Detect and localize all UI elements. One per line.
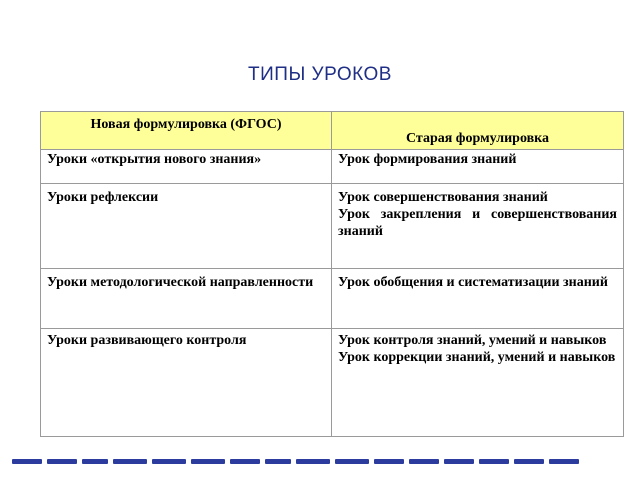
dash-segment — [82, 459, 108, 464]
old-cell-3 — [332, 269, 624, 329]
dash-segment — [549, 459, 579, 464]
table-row — [41, 329, 624, 437]
table-row — [41, 150, 624, 184]
lesson-types-table — [40, 111, 624, 437]
dash-segment — [444, 459, 474, 464]
new-cell-2: Уроки рефлексии — [41, 184, 332, 269]
new-cell-1: Уроки «открытия нового знания» — [41, 150, 332, 184]
table-row — [41, 184, 624, 269]
table-header-row — [41, 112, 624, 150]
header-new-formulation: Новая формулировка (ФГОС) — [41, 112, 332, 150]
dash-segment — [296, 459, 330, 464]
old-cell-4 — [332, 329, 624, 437]
decorative-dash-bar — [12, 459, 588, 467]
dash-segment — [374, 459, 404, 464]
old-item: Урок формирования знаний — [338, 152, 517, 167]
dash-segment — [335, 459, 369, 464]
old-cell-2 — [332, 184, 624, 269]
dash-segment — [12, 459, 42, 464]
dash-segment — [514, 459, 544, 464]
old-item: Урок контроля знаний, умений и навыков — [338, 333, 607, 348]
table-row — [41, 269, 624, 329]
old-item: Урок совершенствования знаний — [338, 190, 548, 205]
old-item: Урок закрепления и совершенствования знаний — [338, 207, 617, 239]
header-old-formulation: Старая формулировка — [332, 112, 624, 150]
dash-segment — [409, 459, 439, 464]
dash-segment — [479, 459, 509, 464]
dash-segment — [191, 459, 225, 464]
old-item: Урок коррекции знаний, умений и навыков — [338, 350, 616, 365]
dash-segment — [113, 459, 147, 464]
old-cell-1 — [332, 150, 624, 184]
dash-segment — [47, 459, 77, 464]
dash-segment — [152, 459, 186, 464]
dash-segment — [265, 459, 291, 464]
dash-segment — [230, 459, 260, 464]
new-cell-4: Уроки развивающего контроля — [41, 329, 332, 437]
new-cell-3: Уроки методологической направленности — [41, 269, 332, 329]
old-item: Урок обобщения и систематизации знаний — [338, 275, 608, 290]
slide-title: ТИПЫ УРОКОВ — [248, 64, 392, 85]
